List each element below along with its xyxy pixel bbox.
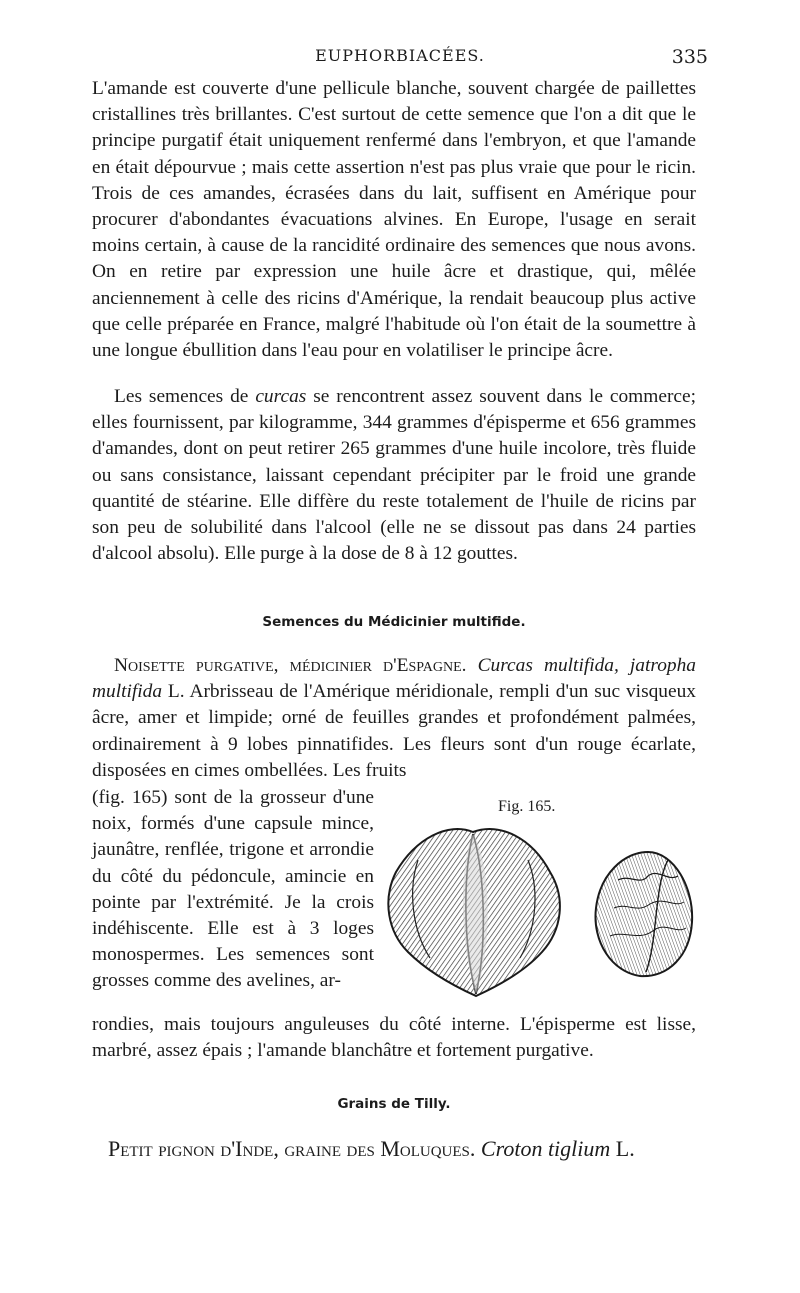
running-title: EUPHORBIACÉES.	[315, 46, 485, 65]
paragraph-semences-avelines: rondies, mais toujours anguleuses du côté interne. L'épisperme est lisse, marbré, assez épais ; l'amande blanchâtre et fortement purgative.	[92, 1014, 696, 1062]
paragraph-petit-pignon	[108, 1136, 708, 1162]
p2-italic-curcas: curcas	[255, 386, 307, 407]
bottom-smallcaps-names: Petit pignon d'Inde, graine des Moluques.	[108, 1136, 476, 1161]
figure-165	[378, 790, 708, 1005]
paragraph-amande: L'amande est couverte d'une pellicule blanche, souvent chargée de paillettes cristallines très brillantes. C'est surtout de cette semence que l'on a dit que le principe purgatif était uniquement renfermé dans l'embryon, et que l'amande en était dépourvue ; mais cette assertion n'est pas plus vraie que pour le ricin. Trois de ces amandes, écrasées dans du lait, suffisent en Amérique pour procurer d'abondantes évacuations alvines. En Europe, l'usage en serait moins certain, à cause de la rancidité ordinaire des semences que nous avons. On en retire par expression une huile âcre et drastique, qui, mêlée anciennement à celle des ricins d'Amérique, la rendait beaucoup plus active que celle préparée en France, malgré l'habitude où l'on était de la soumettre à une longue ébullition dans l'eau pour en volatiliser le principe âcre.	[92, 78, 696, 362]
figure-caption: Fig. 165.	[498, 798, 556, 815]
curcas-seed-drawing	[595, 852, 692, 976]
p3-text-after: L. Arbrisseau de l'Amérique méridionale, rempli d'un suc visqueux âcre, amer et limpide; orné de feuilles grandes et profondément palmées, ordinairement à 9 lobes pinnatifides. Les fleurs sont d'un rouge écarlate, disposées en cimes ombellées. Les fruits	[92, 681, 696, 781]
section-heading-semences: Semences du Médicinier multifide.	[262, 614, 526, 630]
curcas-fruit-drawing	[388, 829, 560, 996]
paragraph-semences-curcas	[92, 384, 696, 567]
page-header	[92, 46, 708, 72]
p3-smallcaps-names: Noisette purgative, médicinier d'Espagne.	[114, 655, 467, 676]
figure-illustration	[378, 790, 708, 1005]
section-heading-grains: Grains de Tilly.	[337, 1096, 451, 1112]
paragraph-noisette	[92, 653, 696, 784]
p2-text-before: Les semences de	[114, 386, 256, 407]
paragraph-fruits: (fig. 165) sont de la grosseur d'une noix, formés d'une capsule mince, jaunâtre, renflée, trigone et arrondie du côté du pédoncule, amincie en pointe par l'extrémité. Je la crois indéhiscente. Elle est à 3 loges monospermes. Les semences sont grosses comme des avelines, ar-	[92, 787, 374, 992]
page-number: 335	[671, 46, 708, 68]
bottom-italic-species: Croton tiglium	[480, 1136, 611, 1161]
p3-italic-species: Curcas multifida, jatropha multifida	[92, 655, 696, 703]
p2-text-after: se rencontrent assez souvent dans le commerce; elles fournissent, par kilogramme, 344 grammes d'épisperme et 656 grammes d'amandes, dont on peut retirer 265 grammes d'une huile incolore, très fluide ou sans consistance, laissant cependant précipiter par le froid une grande quantité de stéarine. Elle diffère du reste totalement de l'huile de ricins par son peu de solubilité dans l'alcool (elle ne se dissout pas dans 24 parties d'alcool absolu). Elle purge à la dose de 8 à 12 gouttes.	[92, 386, 697, 565]
bottom-text-after: L.	[610, 1136, 635, 1161]
